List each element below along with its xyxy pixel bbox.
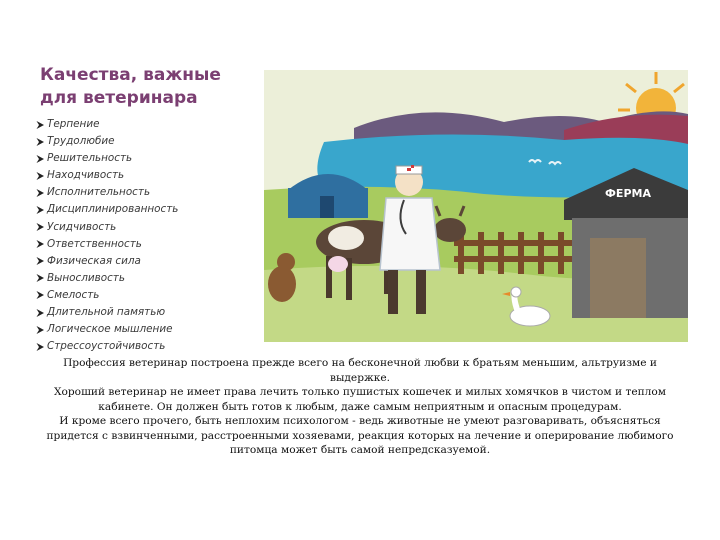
quality-label: Трудолюбие — [47, 135, 115, 148]
list-item — [36, 321, 178, 338]
quality-label: Терпение — [47, 118, 100, 130]
paragraph-procedures: Хороший ветеринар не имеет права лечить только пушистых кошечек и милых хомячков в чистом и теплом кабинете. Он должен быть готов к любым, даже самым неприятным и опасным процедурам. — [53, 386, 667, 413]
list-item — [36, 167, 178, 184]
quality-label: Смелость — [47, 288, 100, 301]
arrow-bullet-icon — [36, 137, 45, 147]
quality-label: Физическая сила — [47, 254, 141, 267]
arrow-bullet-icon — [36, 290, 45, 300]
list-item — [36, 219, 178, 236]
list-item — [36, 270, 178, 287]
list-item — [36, 304, 178, 321]
quality-label: Решительность — [47, 152, 133, 165]
quality-label: Дисциплинированность — [47, 203, 179, 216]
quality-label: Логическое мышление — [47, 323, 173, 336]
paragraph-love: Профессия ветеринар построена прежде всего на бесконечной любви к братьям меньшим, альтруизме и выдержке. — [63, 357, 657, 384]
qualities-list — [36, 116, 178, 355]
quality-label: Стрессоустойчивость — [47, 340, 166, 353]
quality-label: Находчивость — [47, 169, 125, 182]
list-item — [36, 116, 178, 133]
arrow-bullet-icon — [36, 342, 45, 352]
arrow-bullet-icon — [36, 308, 45, 318]
arrow-bullet-icon — [36, 325, 45, 335]
description-text — [44, 356, 676, 458]
arrow-bullet-icon — [36, 205, 45, 215]
quality-label: Исполнительность — [47, 186, 151, 199]
veterinarian-drawing — [264, 70, 688, 342]
list-item — [36, 253, 178, 270]
list-item — [36, 287, 178, 304]
list-item — [36, 201, 178, 218]
quality-label: Ответственность — [47, 237, 142, 250]
arrow-bullet-icon — [36, 171, 45, 181]
quality-label: Усидчивость — [47, 220, 117, 233]
list-item — [36, 236, 178, 253]
arrow-bullet-icon — [36, 120, 45, 130]
quality-label: Выносливость — [47, 271, 125, 284]
list-item — [36, 133, 178, 150]
slide-title: Качества, важные для ветеринара — [40, 65, 221, 108]
list-item — [36, 184, 178, 201]
paragraph-psychologist: И кроме всего прочего, быть неплохим психологом - ведь животные не умеют разговаривать, объясняться придется с взвинченными, расстроенными хозяевами, реакция которых на лечение и оперирование любимого питомца может быть самой непредсказуемой. — [46, 415, 674, 456]
arrow-bullet-icon — [36, 188, 45, 198]
arrow-bullet-icon — [36, 222, 45, 232]
arrow-bullet-icon — [36, 273, 45, 283]
list-item — [36, 338, 178, 355]
list-item — [36, 150, 178, 167]
farm-sign: ФЕРМА — [605, 187, 651, 200]
quality-label: Длительной памятью — [47, 306, 166, 319]
arrow-bullet-icon — [36, 154, 45, 164]
arrow-bullet-icon — [36, 239, 45, 249]
arrow-bullet-icon — [36, 256, 45, 266]
